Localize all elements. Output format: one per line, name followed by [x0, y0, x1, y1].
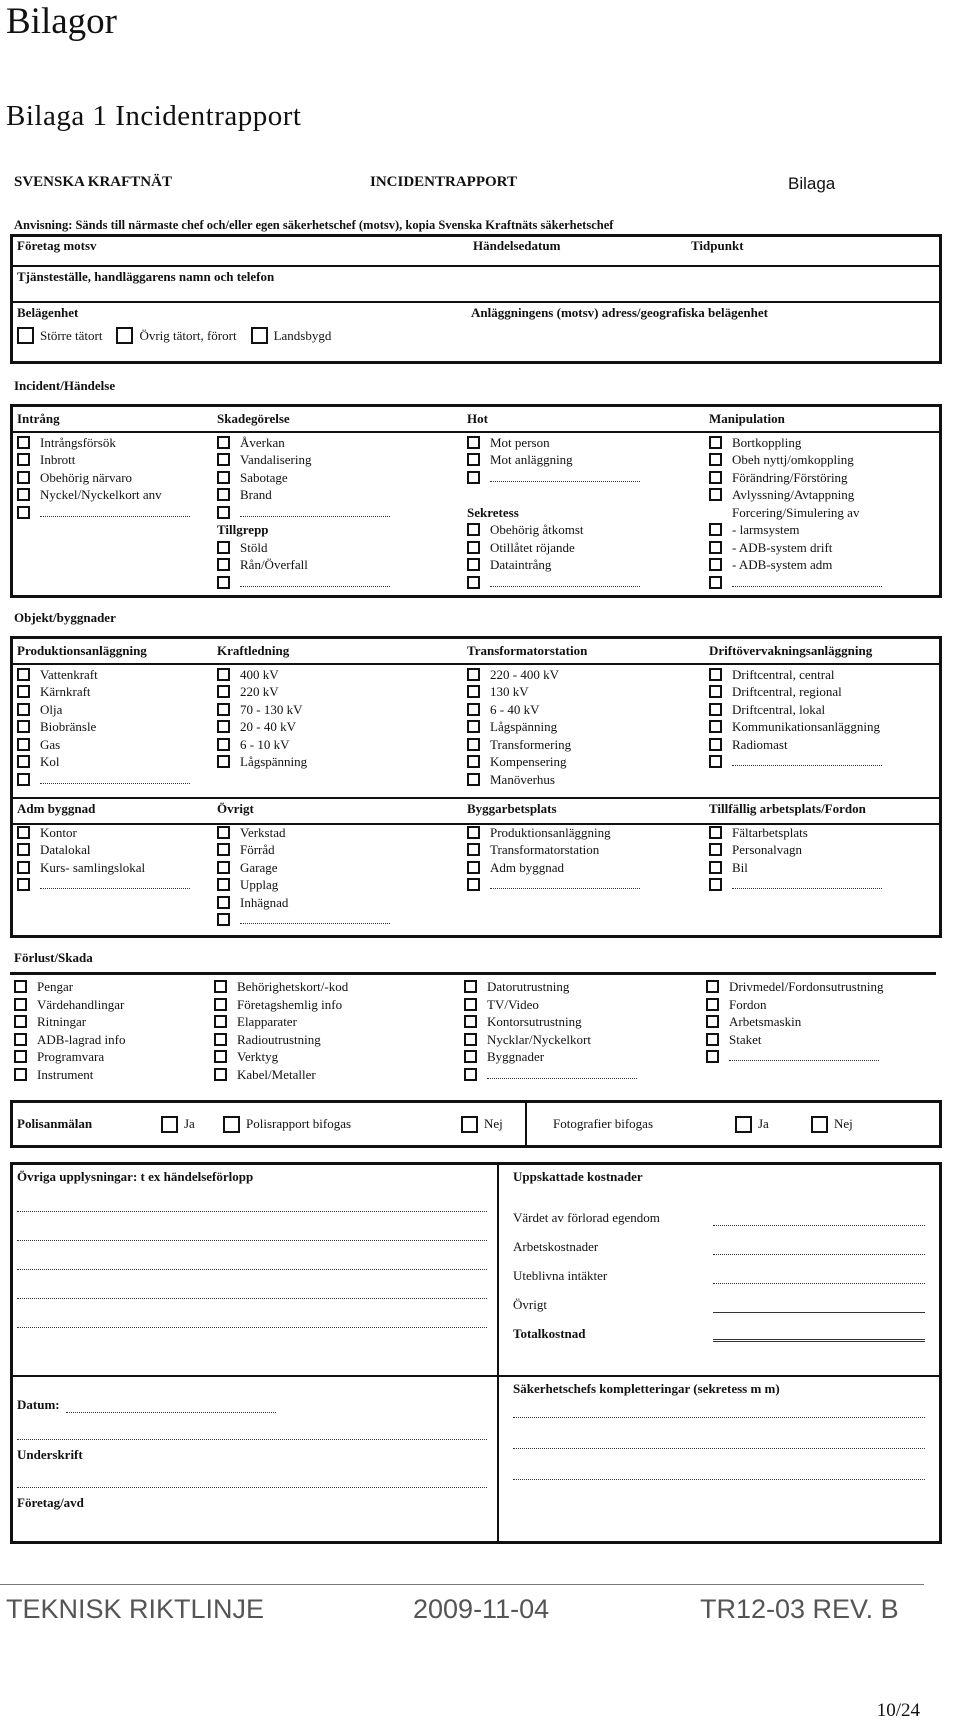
checkbox[interactable] — [214, 1068, 227, 1081]
checkbox[interactable] — [161, 1116, 178, 1133]
checkbox[interactable] — [217, 826, 230, 839]
list-item[interactable]: Avlyssning/Avtappning — [709, 486, 882, 504]
incident-box — [10, 404, 942, 598]
footer-date: 2009-11-04 — [413, 1594, 550, 1624]
checkbox[interactable] — [709, 720, 722, 733]
objekt-section-label: Objekt/byggnader — [14, 610, 116, 625]
list-item[interactable]: Pengar — [14, 978, 125, 996]
checkbox[interactable] — [217, 755, 230, 768]
list-item[interactable]: Kontor — [17, 824, 190, 842]
checkbox[interactable] — [17, 843, 30, 856]
form-tag: Bilaga — [788, 174, 836, 193]
blank-item[interactable] — [464, 1066, 637, 1084]
list-item[interactable]: Personalvagn — [709, 841, 882, 859]
security-notes-lines[interactable] — [513, 1417, 925, 1510]
checkbox[interactable] — [467, 861, 480, 874]
list-item[interactable]: - ADB-system adm — [709, 556, 882, 574]
hot-column — [467, 410, 640, 591]
checkbox[interactable] — [709, 668, 722, 681]
list-item[interactable]: Intrångsförsök — [17, 434, 190, 452]
kraftledning-column: Kraftledning 400 kV 220 kV 70 - 130 kV 20 - 40 kV 6 - 10 kV Lågspänning Övrigt Verkstad Förråd Garage Upplag Inhägnad — [217, 642, 390, 929]
checkbox[interactable] — [217, 541, 230, 554]
list-item[interactable]: Nyckel/Nyckelkort anv — [17, 486, 190, 504]
checkbox[interactable] — [464, 1033, 477, 1046]
blank-item[interactable] — [217, 911, 390, 929]
cost-row[interactable]: Arbetskostnader — [513, 1226, 925, 1255]
list-item[interactable]: Värdehandlingar — [14, 996, 125, 1014]
forlust-col-1 — [14, 978, 125, 1083]
list-item[interactable]: Programvara — [14, 1048, 125, 1066]
skadegorelse-head: Skadegörelse — [217, 411, 290, 426]
checkbox[interactable] — [467, 685, 480, 698]
photo-label: Fotografier bifogas — [553, 1116, 654, 1131]
cost-row[interactable]: Övrigt — [513, 1284, 925, 1313]
manipulation-head: Manipulation — [709, 411, 785, 426]
checkbox[interactable] — [217, 913, 230, 926]
checkbox[interactable] — [709, 523, 722, 536]
checkbox[interactable] — [217, 685, 230, 698]
list-item[interactable]: 6 - 10 kV — [217, 736, 390, 754]
sekretess-head: Sekretess — [467, 504, 519, 520]
checkbox[interactable] — [709, 436, 722, 449]
checkbox[interactable] — [17, 773, 30, 786]
list-item[interactable]: Datalokal — [17, 841, 190, 859]
checkbox[interactable] — [709, 703, 722, 716]
checkbox[interactable] — [464, 1068, 477, 1081]
checkbox[interactable] — [116, 327, 133, 344]
blank-item[interactable] — [709, 753, 882, 771]
list-item[interactable]: Transformering — [467, 736, 640, 754]
list-item[interactable]: Behörighetskort/-kod — [214, 978, 348, 996]
manipulation-column — [709, 410, 882, 591]
police-report-option[interactable]: Polisrapport bifogas — [223, 1116, 461, 1133]
forlust-section-label: Förlust/Skada — [14, 950, 93, 965]
checkbox[interactable] — [14, 1015, 27, 1028]
list-item[interactable]: Kompensering — [467, 753, 640, 771]
checkbox[interactable] — [217, 861, 230, 874]
checkbox[interactable] — [17, 826, 30, 839]
list-item[interactable]: Mot anläggning — [467, 451, 640, 469]
blank-item[interactable] — [709, 876, 882, 894]
checkbox[interactable] — [467, 703, 480, 716]
list-item[interactable]: Adm byggnad — [467, 859, 640, 877]
checkbox[interactable] — [17, 703, 30, 716]
transformator-column: Transformatorstation 220 - 400 kV 130 kV 6 - 40 kV Lågspänning Transformering Kompensering Manöverhus Byggarbetsplats Produktionsanläggning Transformatorstation Adm byggnad — [467, 642, 640, 894]
list-item[interactable]: Verktyg — [214, 1048, 348, 1066]
police-no-option[interactable]: Nej — [461, 1103, 527, 1145]
checkbox[interactable] — [467, 436, 480, 449]
list-item[interactable]: Kurs- samlingslokal — [17, 859, 190, 877]
list-item[interactable]: Verkstad — [217, 824, 390, 842]
forlust-col-4 — [706, 978, 884, 1066]
checkbox[interactable] — [467, 668, 480, 681]
checkbox[interactable] — [709, 488, 722, 501]
incident-section-label: Incident/Händelse — [14, 378, 116, 393]
checkbox[interactable] — [706, 998, 719, 1011]
intrang-column — [17, 410, 190, 521]
list-item[interactable]: Lågspänning — [217, 753, 390, 771]
checkbox[interactable] — [17, 668, 30, 681]
list-item[interactable]: Produktionsanläggning — [467, 824, 640, 842]
checkbox[interactable] — [706, 980, 719, 993]
office-label: Tjänsteställe, handläggarens namn och telefon — [17, 269, 275, 284]
list-item[interactable]: Stöld — [217, 539, 390, 557]
forlust-col-2 — [214, 978, 348, 1083]
checkbox[interactable] — [709, 453, 722, 466]
intrang-head: Intrång — [17, 411, 60, 426]
list-item[interactable]: Brand — [217, 486, 390, 504]
checkbox[interactable] — [17, 878, 30, 891]
checkbox[interactable] — [17, 738, 30, 751]
checkbox[interactable] — [709, 541, 722, 554]
checkbox[interactable] — [14, 1050, 27, 1063]
checkbox[interactable] — [217, 720, 230, 733]
bottom-box — [10, 1162, 942, 1544]
checkbox[interactable] — [709, 558, 722, 571]
checkbox[interactable] — [223, 1116, 240, 1133]
checkbox[interactable] — [17, 327, 34, 344]
incident-report-form — [10, 170, 946, 1542]
list-item[interactable]: Förändring/Förstöring — [709, 469, 882, 487]
checkbox[interactable] — [467, 720, 480, 733]
checkbox[interactable] — [217, 453, 230, 466]
checkbox[interactable] — [464, 1050, 477, 1063]
signature-label: Underskrift — [17, 1447, 83, 1462]
attachment-heading: Bilaga 1 Incidentrapport — [6, 100, 302, 132]
checkbox[interactable] — [467, 826, 480, 839]
checkbox[interactable] — [709, 861, 722, 874]
list-item[interactable]: Kabel/Metaller — [214, 1066, 348, 1084]
checkbox[interactable] — [17, 755, 30, 768]
datum-label: Datum: — [17, 1397, 60, 1412]
list-item[interactable]: Kontorsutrustning — [464, 1013, 637, 1031]
checkbox[interactable] — [706, 1015, 719, 1028]
list-item[interactable]: Datorutrustning — [464, 978, 637, 996]
list-item[interactable]: Radiomast — [709, 736, 882, 754]
checkbox[interactable] — [467, 558, 480, 571]
list-item[interactable]: Mot person — [467, 434, 640, 452]
checkbox[interactable] — [467, 878, 480, 891]
costs-head: Uppskattade kostnader — [513, 1169, 643, 1184]
photo-yes-option[interactable]: Ja — [735, 1116, 811, 1133]
checkbox[interactable] — [709, 878, 722, 891]
checkbox[interactable] — [17, 720, 30, 733]
checkbox[interactable] — [214, 998, 227, 1011]
checkbox[interactable] — [17, 488, 30, 501]
list-item[interactable]: Radioutrustning — [214, 1031, 348, 1049]
blank-item[interactable] — [217, 504, 390, 522]
photo-no-option[interactable]: Nej — [811, 1116, 853, 1133]
form-instruction: Anvisning: Sänds till närmaste chef och/eller egen säkerhetschef (motsv), kopia Svenska Kraftnäts säkerhetschef — [14, 218, 614, 232]
list-item[interactable]: Staket — [706, 1031, 884, 1049]
form-title: INCIDENTRAPPORT — [370, 174, 517, 190]
list-item[interactable]: 6 - 40 kV — [467, 701, 640, 719]
checkbox[interactable] — [467, 523, 480, 536]
objekt-box — [10, 636, 942, 938]
location-label: Belägenhet — [17, 305, 79, 320]
checkbox[interactable] — [217, 843, 230, 856]
checkbox[interactable] — [461, 1116, 478, 1133]
checkbox[interactable] — [467, 471, 480, 484]
checkbox[interactable] — [17, 506, 30, 519]
page-number: 10/24 — [876, 1700, 920, 1721]
checkbox[interactable] — [217, 738, 230, 751]
police-yes-option[interactable]: Ja — [161, 1116, 223, 1133]
event-date-label: Händelsedatum — [473, 238, 561, 253]
checkbox[interactable] — [217, 896, 230, 909]
checkbox[interactable] — [14, 1068, 27, 1081]
blank-item[interactable] — [467, 574, 640, 592]
list-item[interactable]: Driftcentral, central — [709, 666, 882, 684]
forlust-col-3 — [464, 978, 637, 1083]
list-item[interactable]: Garage — [217, 859, 390, 877]
list-item[interactable]: Kärnkraft — [17, 683, 190, 701]
list-item[interactable]: Företagshemlig info — [214, 996, 348, 1014]
list-item[interactable]: Lågspänning — [467, 718, 640, 736]
list-item[interactable]: - larmsystem — [709, 521, 882, 539]
blank-item[interactable] — [217, 574, 390, 592]
checkbox[interactable] — [214, 980, 227, 993]
checkbox[interactable] — [467, 755, 480, 768]
list-item[interactable]: Kommunikationsanläggning — [709, 718, 882, 736]
page-heading: Bilagor — [6, 1, 117, 42]
checkbox[interactable] — [735, 1116, 752, 1133]
list-item[interactable]: Instrument — [14, 1066, 125, 1084]
checkbox[interactable] — [217, 436, 230, 449]
org-name: SVENSKA KRAFTNÄT — [14, 174, 172, 190]
list-item[interactable]: Biobränsle — [17, 718, 190, 736]
checkbox[interactable] — [217, 471, 230, 484]
total-row[interactable]: Totalkostnad — [513, 1313, 925, 1342]
costs-list — [513, 1197, 925, 1342]
checkbox[interactable] — [467, 773, 480, 786]
list-item[interactable]: ADB-lagrad info — [14, 1031, 125, 1049]
produktion-column: Produktionsanläggning Vattenkraft Kärnkraft Olja Biobränsle Gas Kol Adm byggnad Kontor Datalokal Kurs- samlingslokal — [17, 642, 190, 894]
blank-item[interactable] — [709, 574, 882, 592]
list-item[interactable]: Ritningar — [14, 1013, 125, 1031]
location-options — [17, 327, 331, 344]
footer-doc-id: TR12-03 REV. B — [700, 1594, 899, 1624]
checkbox[interactable] — [217, 703, 230, 716]
checkbox[interactable] — [14, 998, 27, 1011]
checkbox[interactable] — [217, 878, 230, 891]
list-item[interactable]: Kol — [17, 753, 190, 771]
list-item[interactable]: Inhägnad — [217, 894, 390, 912]
checkbox[interactable] — [17, 471, 30, 484]
checkbox[interactable] — [17, 685, 30, 698]
checkbox[interactable] — [464, 980, 477, 993]
address-label: Anläggningens (motsv) adress/geografiska belägenhet — [471, 305, 768, 320]
checkbox[interactable] — [214, 1033, 227, 1046]
company-label: Företag motsv — [17, 238, 97, 253]
time-label: Tidpunkt — [691, 238, 744, 253]
checkbox[interactable] — [464, 1015, 477, 1028]
location-option[interactable]: Större tätort — [17, 327, 102, 344]
skadegorelse-column — [217, 410, 390, 591]
checkbox[interactable] — [709, 576, 722, 589]
checkbox[interactable] — [706, 1050, 719, 1063]
blank-item[interactable] — [17, 771, 190, 789]
list-item[interactable]: 220 kV — [217, 683, 390, 701]
blank-item[interactable] — [706, 1048, 884, 1066]
checkbox[interactable] — [217, 506, 230, 519]
other-info-lines[interactable] — [17, 1211, 487, 1328]
list-item[interactable]: Byggnader — [464, 1048, 637, 1066]
list-item[interactable]: 70 - 130 kV — [217, 701, 390, 719]
police-box — [10, 1100, 942, 1148]
datum-row[interactable] — [17, 1397, 487, 1413]
list-item[interactable]: Obeh nyttj/omkoppling — [709, 451, 882, 469]
checkbox[interactable] — [217, 668, 230, 681]
page-footer — [0, 1584, 960, 1626]
other-info-label: Övriga upplysningar: t ex händelseförlopp — [17, 1169, 254, 1184]
blank-item[interactable] — [467, 876, 640, 894]
forcering-head: Forcering/Simulering av — [732, 504, 860, 520]
checkbox[interactable] — [14, 980, 27, 993]
list-item[interactable]: Otillåtet röjande — [467, 539, 640, 557]
list-item[interactable]: Manöverhus — [467, 771, 640, 789]
checkbox[interactable] — [467, 576, 480, 589]
tillgrepp-head: Tillgrepp — [217, 522, 269, 537]
list-item[interactable]: Nycklar/Nyckelkort — [464, 1031, 637, 1049]
checkbox[interactable] — [467, 738, 480, 751]
list-item[interactable]: Dataintrång — [467, 556, 640, 574]
checkbox[interactable] — [706, 1033, 719, 1046]
checkbox[interactable] — [709, 843, 722, 856]
top-fields-box — [10, 234, 942, 364]
list-item[interactable]: Bil — [709, 859, 882, 877]
list-item[interactable]: Sabotage — [217, 469, 390, 487]
checkbox[interactable] — [251, 327, 268, 344]
list-item[interactable]: Drivmedel/Fordonsutrustning — [706, 978, 884, 996]
blank-item[interactable] — [17, 876, 190, 894]
cost-row[interactable]: Uteblivna intäkter — [513, 1255, 925, 1284]
location-option[interactable]: Övrig tätort, förort — [116, 327, 236, 344]
checkbox[interactable] — [17, 861, 30, 874]
list-item[interactable]: 130 kV — [467, 683, 640, 701]
list-item[interactable]: Arbetsmaskin — [706, 1013, 884, 1031]
list-item[interactable]: Elapparater — [214, 1013, 348, 1031]
list-item[interactable]: Obehörig närvaro — [17, 469, 190, 487]
list-item[interactable]: Transformatorstation — [467, 841, 640, 859]
list-item[interactable]: Gas — [17, 736, 190, 754]
footer-doc-type: TEKNISK RIKTLINJE — [6, 1594, 265, 1624]
list-item[interactable]: Åverkan — [217, 434, 390, 452]
list-item[interactable]: 400 kV — [217, 666, 390, 684]
forlust-box — [10, 972, 936, 1091]
list-item[interactable]: Rån/Överfall — [217, 556, 390, 574]
company-dept-label: Företag/avd — [17, 1495, 84, 1510]
checkbox[interactable] — [467, 843, 480, 856]
security-notes-label: Säkerhetschefs kompletteringar (sekretess m m) — [513, 1381, 780, 1396]
checkbox[interactable] — [17, 436, 30, 449]
list-item[interactable]: Driftcentral, lokal — [709, 701, 882, 719]
blank-item[interactable] — [467, 469, 640, 487]
cost-row[interactable]: Värdet av förlorad egendom — [513, 1197, 925, 1226]
checkbox[interactable] — [709, 755, 722, 768]
list-item[interactable]: Driftcentral, regional — [709, 683, 882, 701]
list-item[interactable]: 220 - 400 kV — [467, 666, 640, 684]
list-item[interactable]: Upplag — [217, 876, 390, 894]
list-item[interactable]: TV/Video — [464, 996, 637, 1014]
list-item[interactable]: Vattenkraft — [17, 666, 190, 684]
hot-head: Hot — [467, 411, 488, 426]
checkbox[interactable] — [811, 1116, 828, 1133]
checkbox[interactable] — [709, 738, 722, 751]
list-item[interactable]: Fordon — [706, 996, 884, 1014]
checkbox[interactable] — [217, 576, 230, 589]
checkbox[interactable] — [14, 1033, 27, 1046]
list-item[interactable]: Obehörig åtkomst — [467, 521, 640, 539]
checkbox[interactable] — [464, 998, 477, 1011]
checkbox[interactable] — [467, 541, 480, 554]
list-item[interactable]: Förråd — [217, 841, 390, 859]
list-item[interactable]: - ADB-system drift — [709, 539, 882, 557]
checkbox[interactable] — [709, 685, 722, 698]
checkbox[interactable] — [709, 471, 722, 484]
drift-column: Driftövervakningsanläggning Driftcentral, central Driftcentral, regional Driftcentral, lokal Kommunikationsanläggning Radiomast Tillfällig arbetsplats/Fordon Fältarbetsplats Personalvagn Bil — [709, 642, 882, 894]
police-label: Polisanmälan — [17, 1116, 93, 1131]
checkbox[interactable] — [17, 453, 30, 466]
checkbox[interactable] — [217, 488, 230, 501]
list-item[interactable]: Olja — [17, 701, 190, 719]
list-item[interactable]: Vandalisering — [217, 451, 390, 469]
list-item[interactable]: Fältarbetsplats — [709, 824, 882, 842]
checkbox[interactable] — [214, 1050, 227, 1063]
form-header — [14, 174, 934, 196]
checkbox[interactable] — [467, 453, 480, 466]
checkbox[interactable] — [217, 558, 230, 571]
list-item[interactable]: Inbrott — [17, 451, 190, 469]
location-option[interactable]: Landsbygd — [251, 327, 332, 344]
list-item[interactable]: Bortkoppling — [709, 434, 882, 452]
checkbox[interactable] — [709, 826, 722, 839]
list-item[interactable]: 20 - 40 kV — [217, 718, 390, 736]
checkbox[interactable] — [214, 1015, 227, 1028]
blank-item[interactable] — [17, 504, 190, 522]
